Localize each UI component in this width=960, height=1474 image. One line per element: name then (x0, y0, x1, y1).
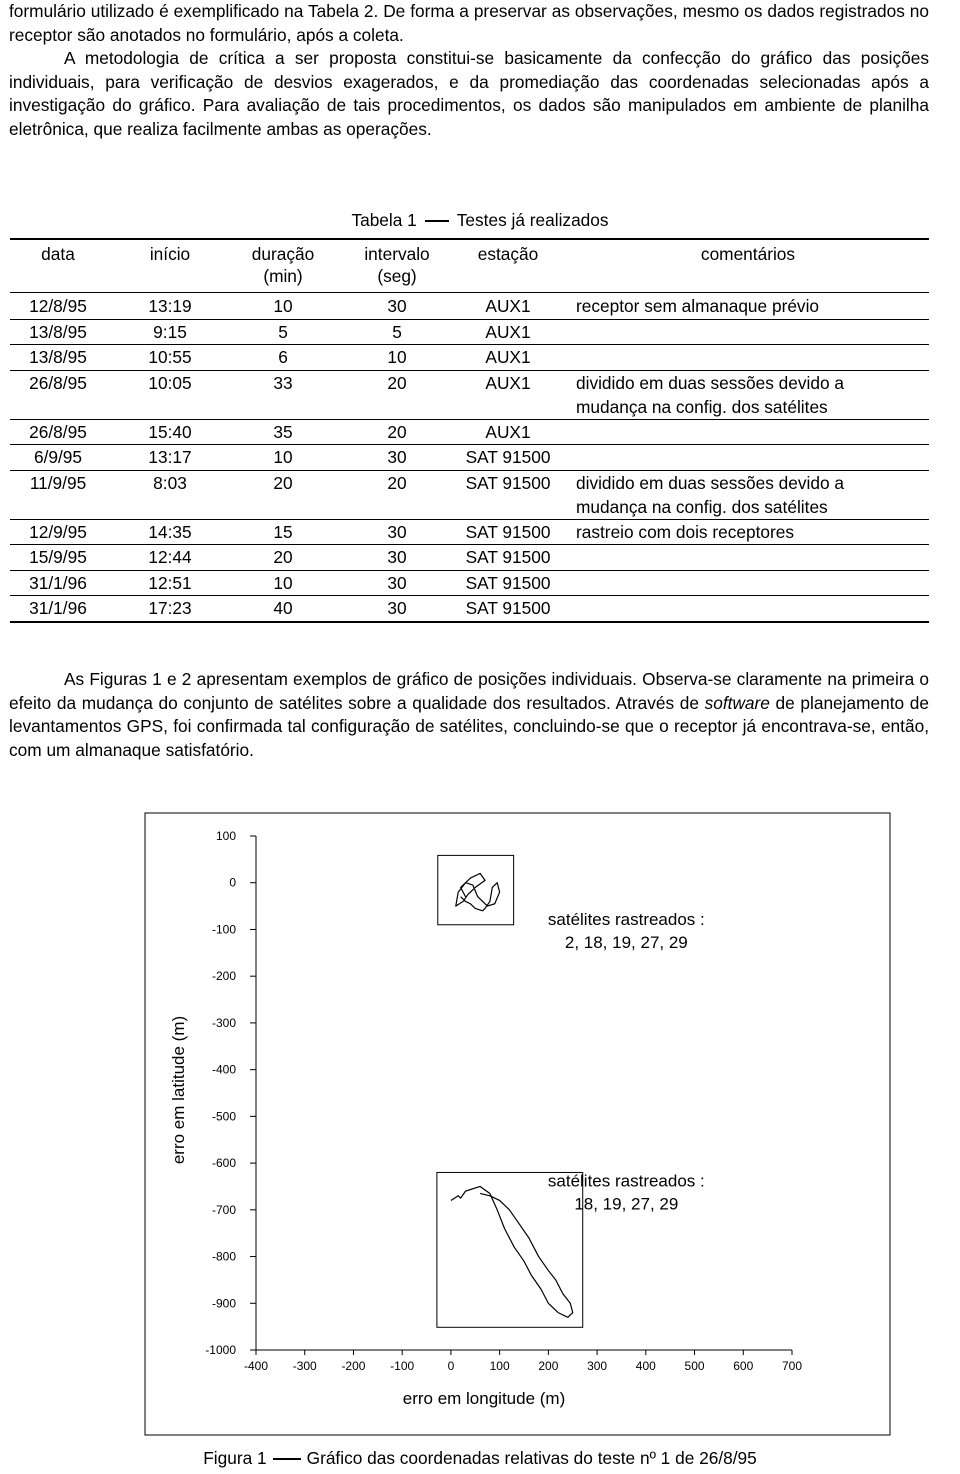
cell-data: 26/8/95 (29, 421, 87, 442)
intro-paragraph-2 (9, 47, 929, 141)
caption-dash (273, 1458, 301, 1460)
cell-intervalo: 10 (387, 347, 407, 367)
satellite-annotation: satélites rastreados : (547, 909, 705, 929)
cell-estacao: SAT 91500 (465, 572, 551, 593)
body-paragraph-3 (9, 668, 929, 762)
y-tick-label: -700 (211, 1202, 236, 1217)
x-tick-label: 300 (587, 1359, 608, 1373)
cell-inicio: 14:35 (148, 521, 192, 542)
cell-data: 6/9/95 (33, 447, 83, 467)
cell-intervalo: 30 (387, 547, 407, 567)
cell-duracao: 33 (273, 372, 293, 393)
y-tick-label: -200 (211, 969, 236, 984)
y-tick-label: -900 (211, 1296, 236, 1311)
intro-paragraph-2-text: A metodologia de crítica a ser proposta constitui-se basicamente da confecção do gráfico das posições individuais, para verificação de desvios exagerados, e da promediação das coordenadas selecionadas após a investigação do gráfico. Para avaliação de tais procedimentos, os dados são manipulados em ambiente de planilha eletrônica, que realiza facilmente ambas as operações. (9, 48, 929, 139)
x-tick-label: 100 (489, 1359, 510, 1373)
chart-frame (145, 813, 890, 1435)
y-tick-label: 0 (229, 875, 236, 890)
cell-intervalo: 20 (387, 421, 407, 442)
cell-intervalo: 30 (387, 598, 407, 618)
cell-estacao: SAT 91500 (465, 521, 551, 542)
cell-inicio: 9:15 (153, 321, 187, 342)
x-axis-label: erro em longitude (m) (402, 1389, 566, 1408)
cell-inicio: 15:40 (148, 421, 192, 442)
cell-intervalo: 5 (392, 321, 402, 342)
cell-data: 12/8/95 (29, 296, 87, 316)
cell-data: 26/8/95 (29, 372, 87, 393)
x-tick-label: 600 (733, 1359, 754, 1373)
series-trace (456, 873, 500, 910)
cell-comentario: dividido em duas sessões devido a (576, 372, 845, 393)
para3-italic: software (704, 692, 770, 713)
cell-data: 13/8/95 (29, 321, 87, 342)
header-inicio: início (149, 244, 191, 264)
cell-comentario: dividido em duas sessões devido a (576, 472, 845, 493)
cell-inicio: 13:19 (148, 296, 192, 316)
para3-text-2: de planejamento de levantamentos GPS, foi confirmada tal configuração de satélites, concluindo-se que o receptor já encontrava-se, então, com um almanaque satisfatório. (9, 692, 929, 760)
cell-estacao: SAT 91500 (465, 547, 551, 567)
cell-duracao: 5 (278, 321, 288, 342)
figure-label: Figura 1 (203, 1448, 267, 1468)
header-intervalo-unit: (seg) (377, 266, 417, 286)
table-top-rule (10, 238, 929, 240)
row-rule (10, 621, 929, 623)
header-estacao: estação (477, 244, 539, 264)
x-tick-label: -400 (243, 1359, 269, 1373)
y-tick-label: -1000 (205, 1343, 236, 1357)
table-header-rule (10, 292, 929, 293)
cell-intervalo: 30 (387, 296, 407, 316)
cell-intervalo: 30 (387, 572, 407, 593)
cell-estacao: AUX1 (485, 321, 531, 342)
cell-comentario: mudança na config. dos satélites (576, 496, 828, 517)
y-tick-label: -400 (211, 1062, 236, 1077)
satellite-annotation: 18, 19, 27, 29 (574, 1194, 679, 1214)
y-tick-label: 100 (215, 829, 236, 843)
cell-inicio: 10:55 (148, 347, 192, 367)
series-trace (451, 1186, 573, 1317)
cell-intervalo: 30 (387, 447, 407, 467)
cell-duracao: 35 (273, 421, 293, 442)
x-tick-label: 500 (684, 1359, 705, 1373)
table-title (0, 210, 960, 231)
para3-text-1: As Figuras 1 e 2 apresentam exemplos de gráfico de posições individuais. Observa-se claramente na primeira o efeito da mudança do conjunto de satélites sobre a qualidade dos resultados. Através de (9, 669, 929, 713)
cell-inicio: 12:51 (148, 572, 192, 593)
table-label: Tabela 1 (351, 210, 417, 230)
header-intervalo: intervalo (364, 244, 430, 264)
y-tick-label: -800 (211, 1249, 236, 1264)
figure-caption-text: Gráfico das coordenadas relativas do teste nº 1 de 26/8/95 (306, 1448, 757, 1468)
y-tick-label: -300 (211, 1015, 236, 1030)
cell-inicio: 8:03 (153, 472, 187, 493)
cell-intervalo: 30 (387, 521, 407, 542)
y-axis-label: erro em latitude (m) (169, 1015, 188, 1165)
x-tick-label: 200 (538, 1359, 559, 1373)
cell-estacao: AUX1 (485, 372, 531, 393)
cell-comentario: rastreio com dois receptores (576, 521, 795, 542)
cell-estacao: SAT 91500 (465, 447, 551, 467)
cell-intervalo: 20 (387, 472, 407, 493)
y-tick-label: -100 (211, 922, 236, 937)
cell-data: 12/9/95 (29, 521, 87, 542)
position-error-chart (0, 800, 960, 1440)
title-dash (425, 220, 449, 222)
x-tick-label: -100 (390, 1359, 415, 1373)
x-tick-label: -200 (341, 1359, 366, 1373)
header-duracao-unit: (min) (263, 266, 303, 286)
x-tick-label: 0 (447, 1359, 455, 1373)
cell-data: 31/1/96 (29, 572, 87, 593)
cell-duracao: 20 (273, 472, 293, 493)
intro-paragraph-1: formulário utilizado é exemplificado na Tabela 2. De forma a preservar as observações, mesmo os dados registrados no receptor são anotados no formulário, após a coleta. (9, 1, 929, 45)
cell-estacao: AUX1 (485, 421, 531, 442)
cell-duracao: 20 (273, 547, 293, 567)
header-duracao: duração (251, 244, 315, 264)
cell-intervalo: 20 (387, 372, 407, 393)
cell-duracao: 10 (273, 447, 293, 467)
cell-duracao: 15 (273, 521, 293, 542)
cell-data: 15/9/95 (29, 547, 87, 567)
header-comentarios: comentários (700, 244, 796, 264)
cell-data: 13/8/95 (29, 347, 87, 367)
y-tick-label: -500 (211, 1109, 236, 1124)
cell-inicio: 17:23 (148, 598, 192, 618)
satellite-annotation: satélites rastreados : (547, 1171, 705, 1191)
cell-inicio: 12:44 (148, 547, 192, 567)
cell-estacao: AUX1 (485, 347, 531, 367)
x-tick-label: 400 (635, 1359, 656, 1373)
cell-comentario: mudança na config. dos satélites (576, 396, 828, 417)
cell-duracao: 10 (273, 296, 293, 316)
cell-inicio: 13:17 (148, 447, 192, 467)
cell-duracao: 40 (273, 598, 293, 618)
x-tick-label: -300 (292, 1359, 317, 1373)
cell-estacao: AUX1 (485, 296, 531, 316)
x-tick-label: 700 (781, 1359, 803, 1373)
cell-data: 11/9/95 (29, 472, 87, 493)
table-title-text: Testes já realizados (456, 210, 609, 230)
figure-caption (0, 1448, 960, 1469)
session-box (438, 855, 514, 924)
cell-comentario: receptor sem almanaque prévio (576, 296, 820, 316)
cell-inicio: 10:05 (148, 372, 192, 393)
cell-data: 31/1/96 (29, 598, 87, 618)
header-data: data (41, 244, 75, 264)
satellite-annotation: 2, 18, 19, 27, 29 (564, 932, 688, 952)
cell-estacao: SAT 91500 (465, 598, 551, 618)
cell-duracao: 6 (278, 347, 288, 367)
y-tick-label: -600 (211, 1156, 236, 1171)
cell-estacao: SAT 91500 (465, 472, 551, 493)
cell-duracao: 10 (273, 572, 293, 593)
